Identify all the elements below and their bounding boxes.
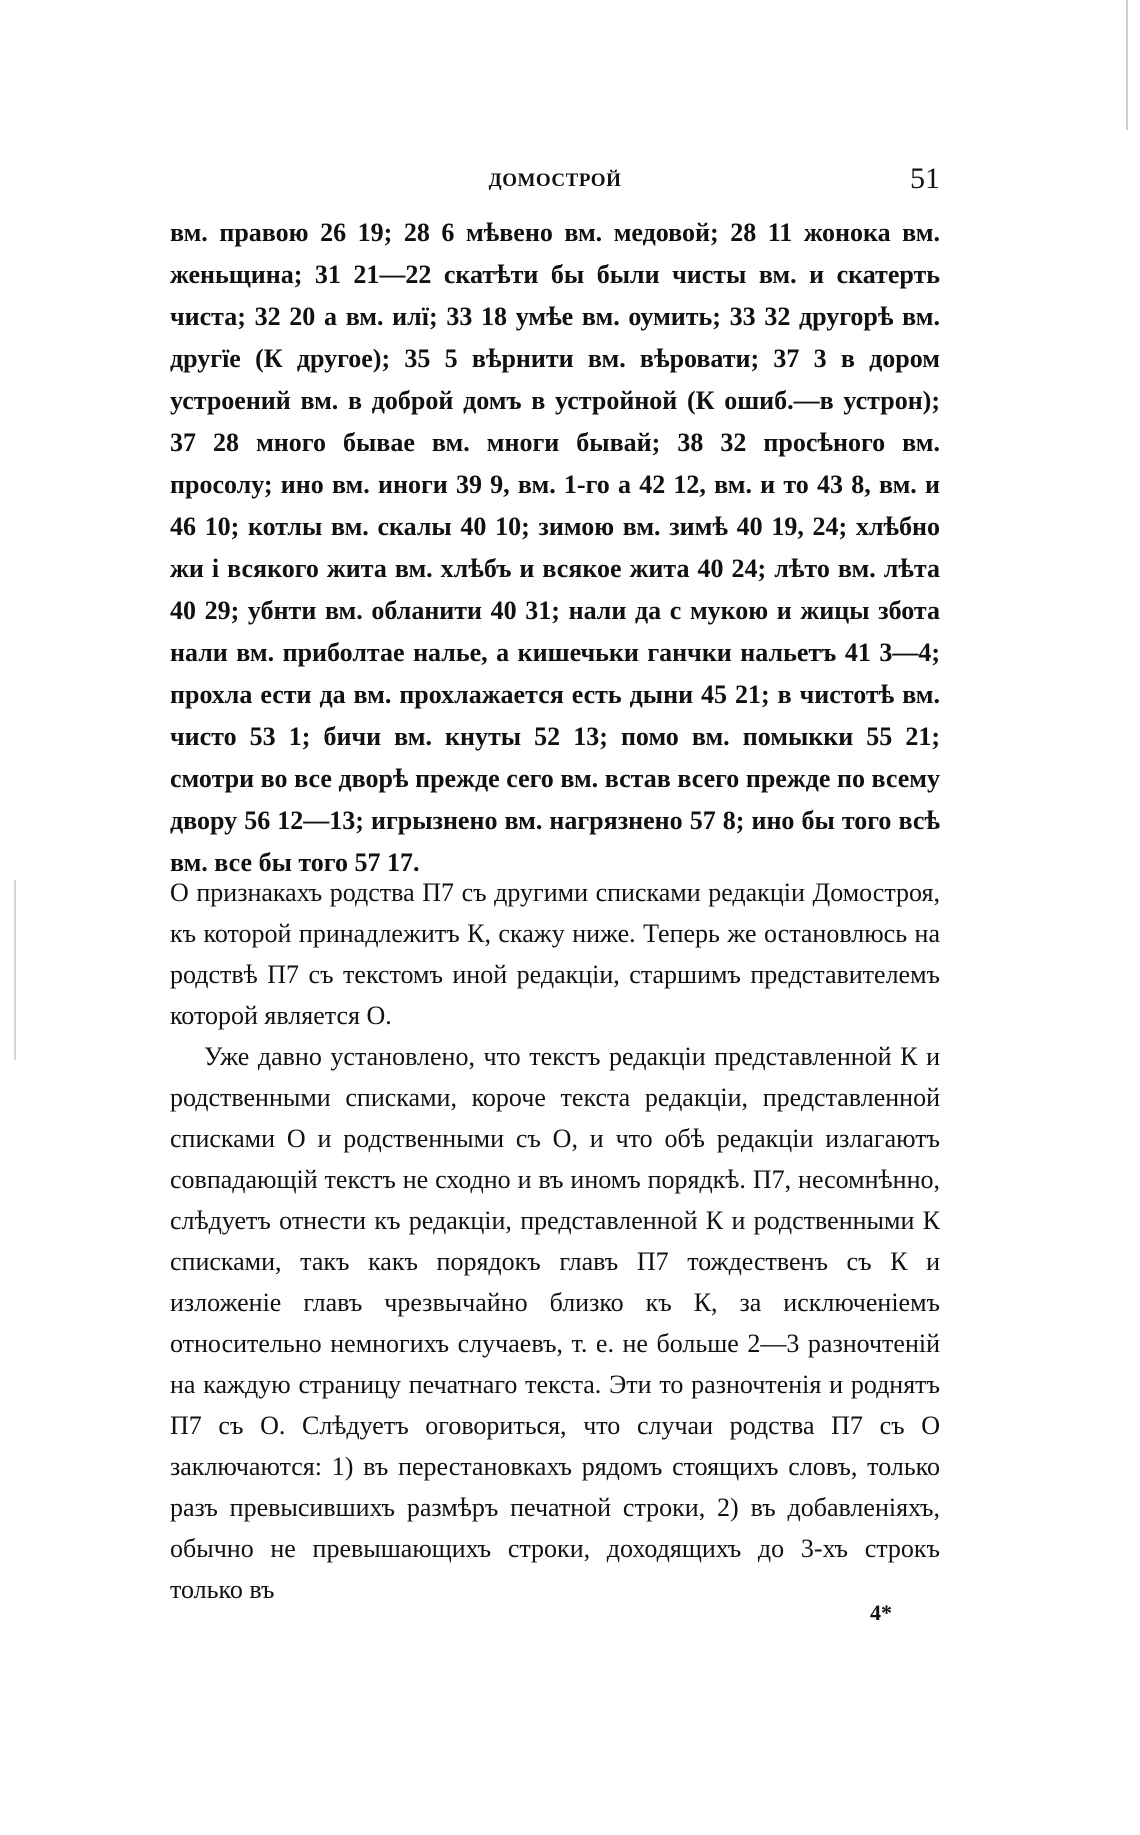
paragraph-1: О признакахъ родства П7 съ другими списками редакціи Домостроя, къ которой принадлежитъ К, скажу ниже. Теперь же остановлюсь на родствѣ П7 съ текстомъ иной редакціи, старшимъ представителемъ которой является О. [170,878,940,1030]
paragraph-2: Уже давно установлено, что текстъ редакціи представленной К и родственными списками, короче текста редакціи, представленной списками О и родственными съ О, и что обѣ редакціи излагаютъ совпадающій текстъ не сходно и въ иномъ порядкѣ. П7, несомнѣнно, слѣдуетъ отнести къ редакціи, представленной К и родственными К списками, такъ какъ порядокъ главъ П7 тождественъ съ К и изложеніе главъ чрезвычайно близко къ К, за исключеніемъ относительно немногихъ случаевъ, т. е. не больше 2—3 разночтеній на каждую страницу печатнаго текста. Эти то разночтенія и роднятъ П7 съ О. Слѣдуетъ оговориться, что случаи родства П7 съ О заключаются: 1) въ перестановкахъ рядомъ стоящихъ словъ, только разъ превысившихъ размѣръ печатной строки, 2) въ добавленіяхъ, обычно не превышающихъ строки, доходящихъ до 3-хъ строкъ только въ [170,1042,940,1604]
signature-mark: 4* [870,1600,892,1625]
running-title: ДОМОСТРОЙ [488,170,622,191]
page-header [170,162,940,202]
variant-readings-text: вм. правою 26 19; 28 6 мѣвено вм. медовой; 28 11 жонока вм. женьщина; 31 21—22 скатѣти бы были чисты вм. и скатерть чиста; 32 20 а вм. илї; 33 18 умѣе вм. оумить; 33 32 другорѣ вм. другїе (К другое); 35 5 вѣрнити вм. вѣровати; 37 3 в дором устроений вм. в доброй домъ в устройной (К ошиб.—в устрон); 37 28 много бывае вм. многи бывай; 38 32 просѣного вм. просолу; ино вм. иноги 39 9, вм. 1-го а 42 12, вм. и то 43 8, вм. и 46 10; котлы вм. скалы 40 10; зимою вм. зимѣ 40 19, 24; хлѣбно жи і всякого жита вм. хлѣбъ и всякое жита 40 24; лѣто вм. лѣта 40 29; убнти вм. обланити 40 31; нали да с мукою и жицы збота нали вм. приболтае налье, а кишечьки ганчки нальетъ 41 3—4; прохла ести да вм. прохлажается есть дыни 45 21; в чистотѣ вм. чисто 53 1; бичи вм. кнуты 52 13; помо вм. помыкки 55 21; смотри во все дворѣ прежде сего вм. встав всего прежде по всему двору 56 12—13; игрызнено вм. нагрязнено 57 8; ино бы того всѣ вм. все бы того 57 17. [170,218,940,877]
page-number: 51 [910,162,940,195]
main-text [170,872,940,1610]
scan-edge-rule [1126,0,1128,130]
variant-readings-block [170,212,940,884]
scan-left-rule [14,880,16,1060]
